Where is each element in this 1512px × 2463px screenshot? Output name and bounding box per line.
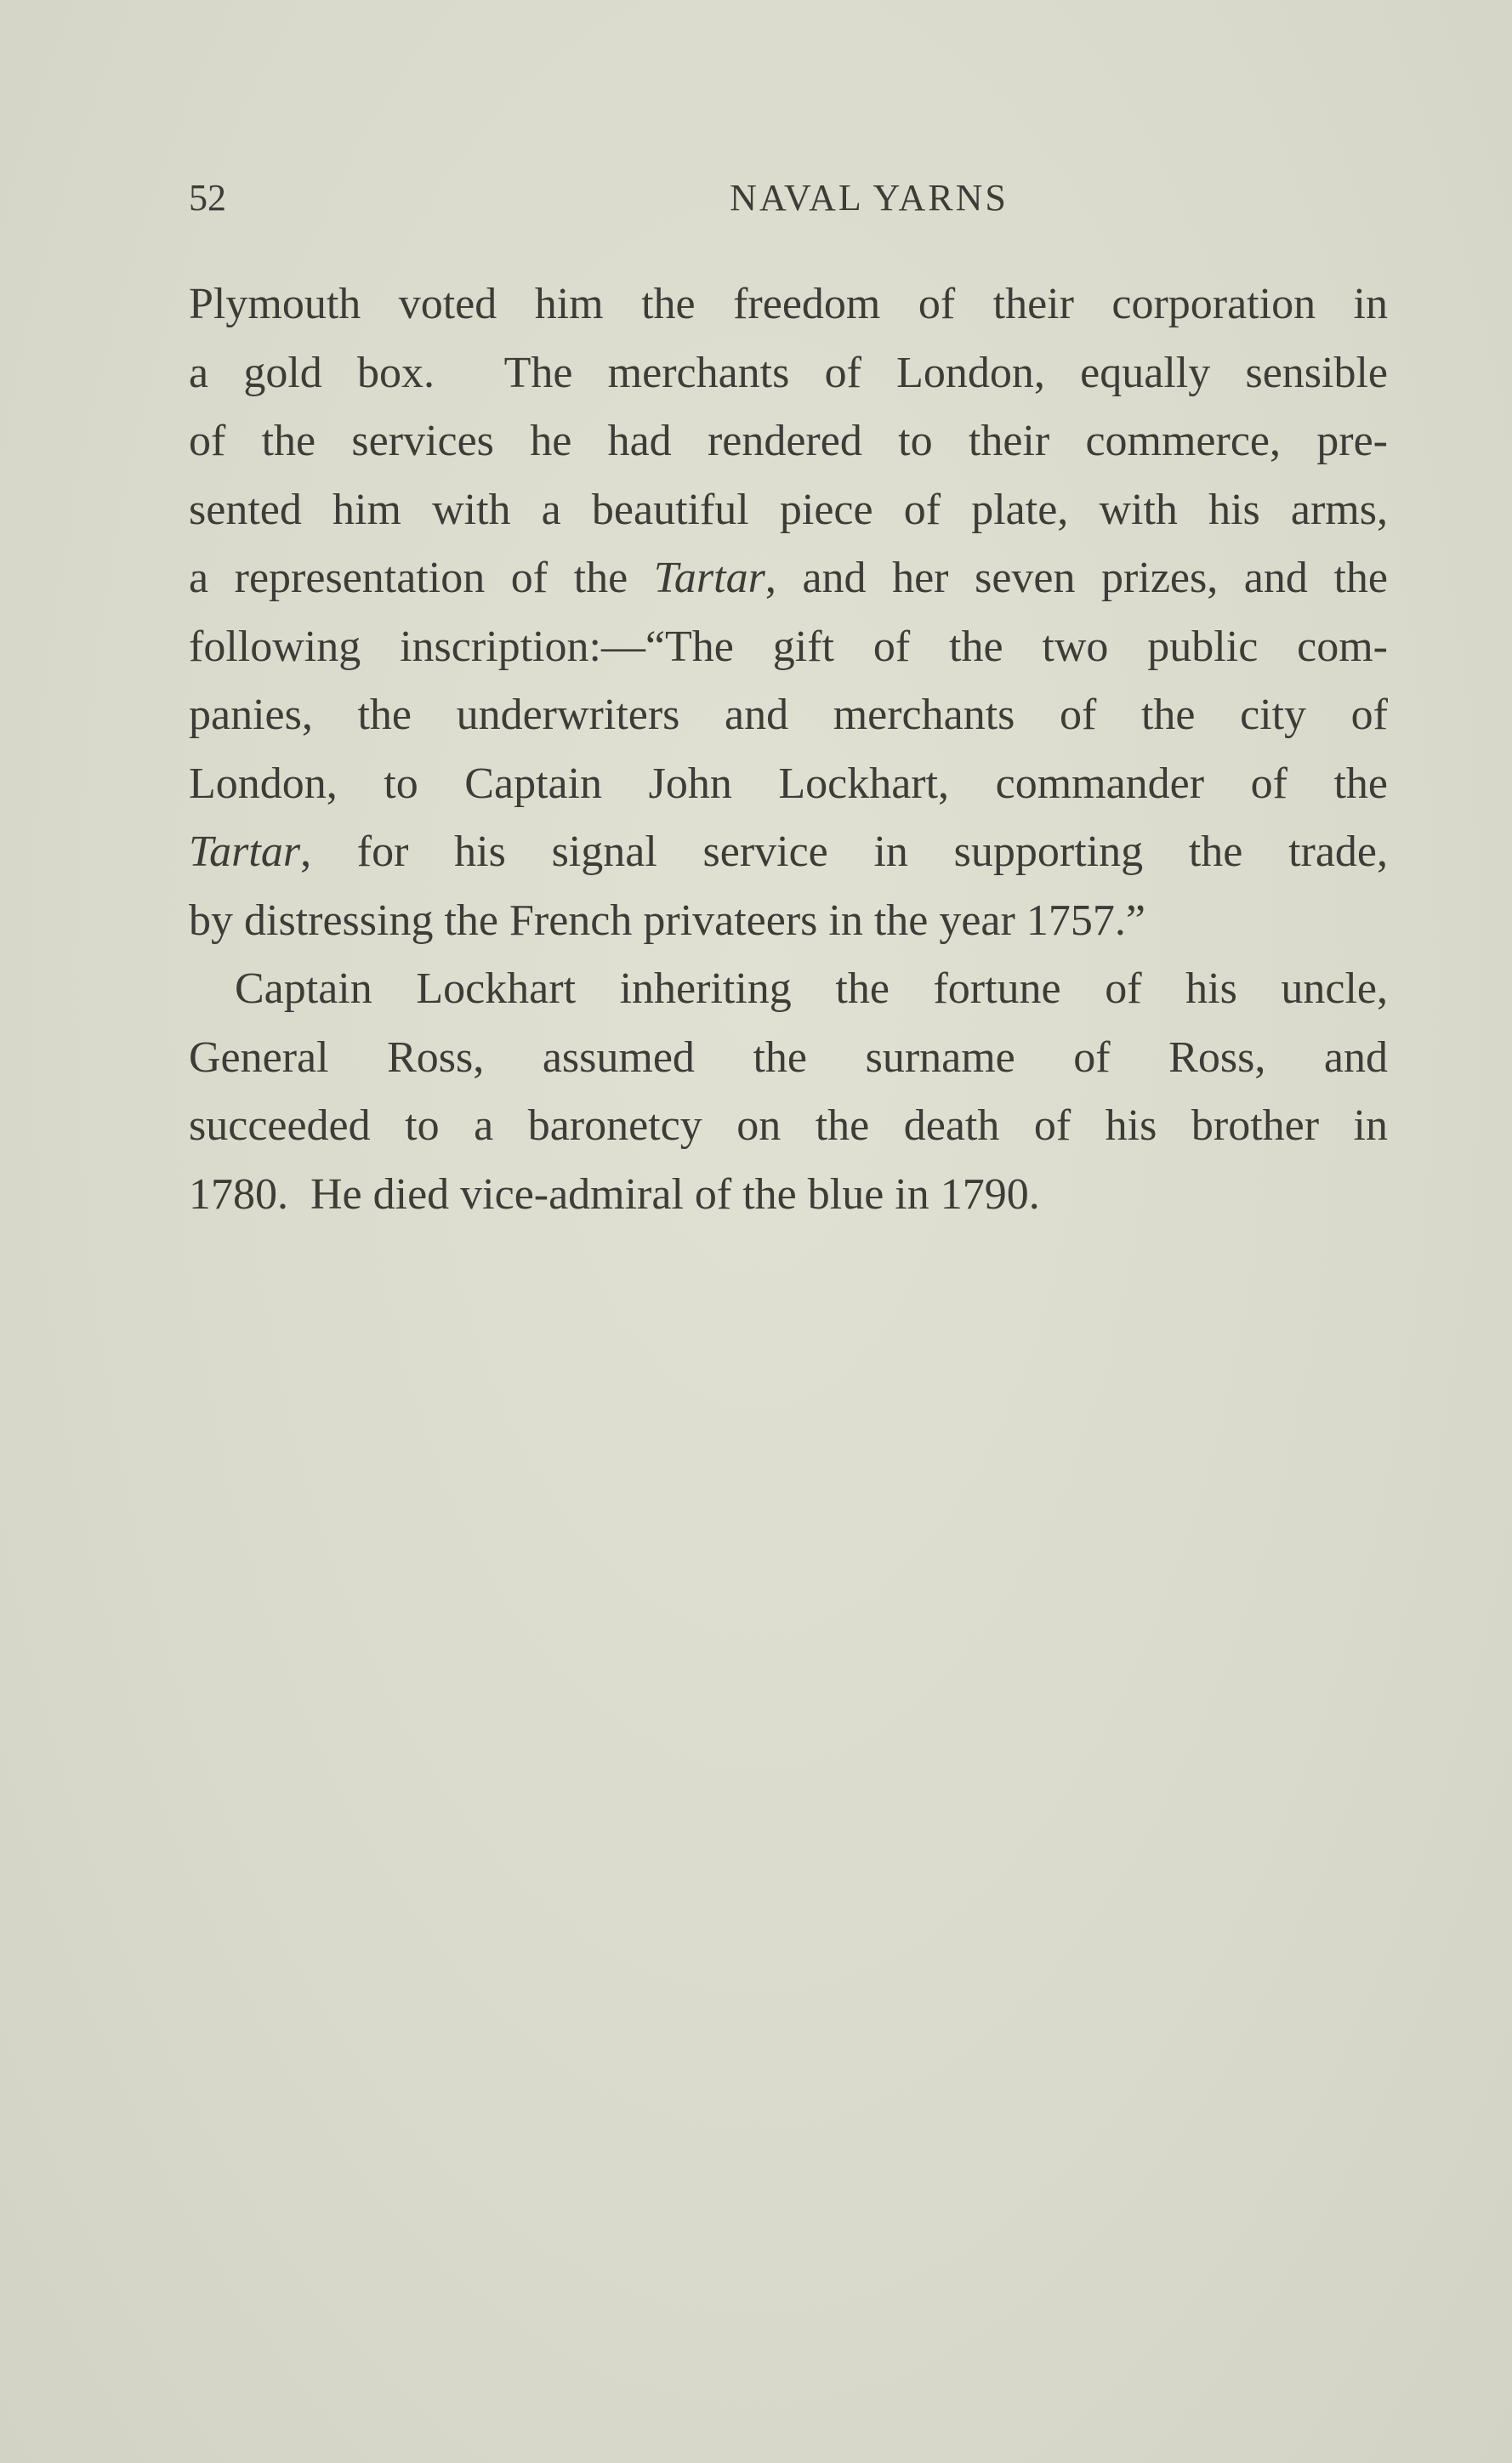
text-segment: General Ross, assumed the surname of Ross, and bbox=[189, 1032, 1388, 1082]
text-line bbox=[189, 1092, 1388, 1161]
text-line bbox=[189, 750, 1388, 819]
running-title: NAVAL YARNS bbox=[730, 177, 1009, 219]
text-segment: a representation of the bbox=[189, 554, 654, 602]
text-line bbox=[189, 681, 1388, 750]
text-line bbox=[189, 476, 1388, 545]
text-segment: Captain Lockhart inheriting the fortune of his uncle, bbox=[235, 964, 1388, 1013]
text-segment: 1780. He died vice-admiral of the blue in 1790. bbox=[189, 1169, 1040, 1219]
page-number: 52 bbox=[189, 177, 226, 219]
text-line bbox=[189, 270, 1388, 339]
text-line bbox=[189, 955, 1388, 1024]
text-line bbox=[189, 544, 1388, 613]
text-line bbox=[189, 887, 1388, 956]
running-head bbox=[189, 168, 1388, 228]
text-segment: panies, the underwriters and merchants of the city of bbox=[189, 691, 1388, 739]
text-line bbox=[189, 1161, 1388, 1230]
text-segment: of the services he had rendered to their commerce, pre- bbox=[189, 417, 1388, 465]
text-line bbox=[189, 1024, 1388, 1093]
text-segment: sented him with a beautiful piece of plate, with his arms, bbox=[189, 485, 1388, 534]
text-segment: a gold box. The merchants of London, equally sensible bbox=[189, 348, 1388, 397]
body-text bbox=[189, 270, 1388, 1229]
text-line bbox=[189, 818, 1388, 887]
text-segment: Plymouth voted him the freedom of their corporation in bbox=[189, 280, 1388, 328]
text-segment: by distressing the French privateers in the year 1757.” bbox=[189, 896, 1145, 945]
text-segment: following inscription:—“The gift of the two public com- bbox=[189, 622, 1388, 671]
text-segment: succeeded to a baronetcy on the death of his brother in bbox=[189, 1101, 1388, 1150]
italic-text: Tartar bbox=[653, 554, 765, 602]
text-segment: , and her seven prizes, and the bbox=[765, 554, 1388, 602]
text-segment: London, to Captain John Lockhart, commander of the bbox=[189, 759, 1388, 808]
italic-text: Tartar bbox=[189, 828, 301, 876]
text-line bbox=[189, 339, 1388, 408]
text-segment: , for his signal service in supporting the trade, bbox=[300, 828, 1388, 876]
text-line bbox=[189, 407, 1388, 476]
text-line bbox=[189, 613, 1388, 682]
